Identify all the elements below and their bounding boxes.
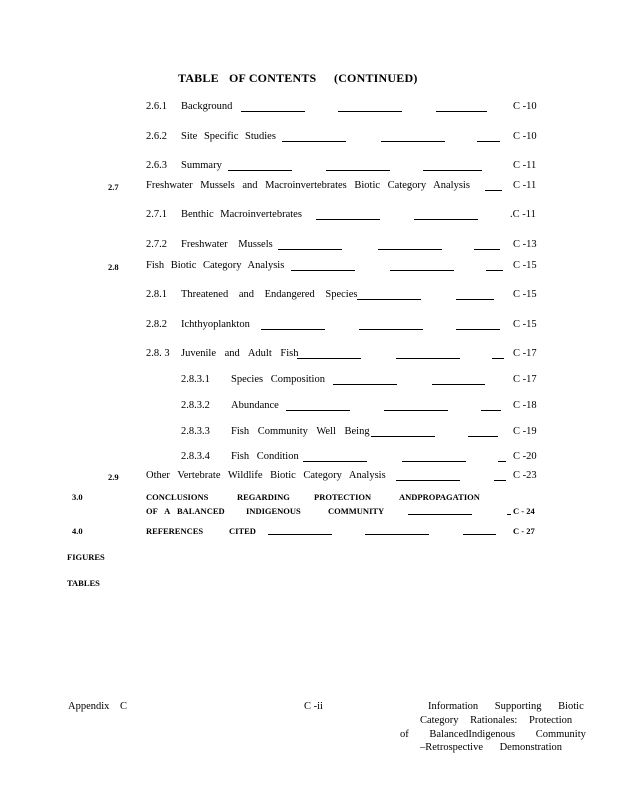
leader-line	[432, 384, 485, 385]
leader-line	[498, 461, 506, 462]
entry-label-word: ANDPROPAGATION	[399, 492, 480, 502]
entry-page: C -11	[513, 160, 537, 171]
entry-label: Other Vertebrate Wildlife Biotic Category Analysis	[146, 470, 386, 481]
toc-title-contents: OF CONTENTS	[229, 71, 317, 85]
entry-label-word: PROTECTION	[314, 492, 372, 502]
entry-label: Fish Biotic Category Analysis	[146, 260, 285, 271]
leader-line	[396, 358, 460, 359]
entry-label-line2: OF A BALANCED	[146, 506, 225, 516]
entry-page: C -10	[513, 101, 537, 112]
leader-line	[359, 329, 423, 330]
leader-line	[316, 219, 380, 220]
entry-label: Juvenile and Adult Fish	[181, 348, 299, 359]
entry-label: Abundance	[231, 400, 279, 411]
leader-line	[261, 329, 325, 330]
leader-line	[477, 141, 500, 142]
entry-number: 2.8.3.3	[181, 426, 210, 437]
leader-line	[303, 461, 367, 462]
leader-line	[396, 480, 460, 481]
entry-page: C -17	[513, 374, 537, 385]
entry-number: 2.7.2	[146, 239, 167, 250]
toc-title-continued: (CONTINUED)	[334, 71, 418, 85]
entry-label: Benthic Macroinvertebrates	[181, 209, 302, 220]
leader-line	[492, 358, 504, 359]
leader-line	[268, 534, 332, 535]
entry-number: 2.6.2	[146, 131, 167, 142]
leader-line	[468, 436, 498, 437]
footer-title-line1: Information Supporting Biotic	[428, 701, 584, 712]
toc-title-table: TABLE	[178, 71, 219, 85]
entry-label: Ichthyoplankton	[181, 319, 250, 330]
leader-line	[365, 534, 429, 535]
leader-line	[371, 436, 435, 437]
leader-line	[278, 249, 342, 250]
leader-line	[456, 299, 494, 300]
entry-number: 2.7.1	[146, 209, 167, 220]
leader-line	[357, 299, 421, 300]
leader-line	[507, 514, 511, 515]
entry-number: 2.8	[108, 262, 119, 272]
entry-number: 2.8.3.2	[181, 400, 210, 411]
footer-title-line2: Category Rationales: Protection	[420, 715, 573, 726]
entry-number: 2.8.3.1	[181, 374, 210, 385]
entry-page: C - 24	[513, 506, 535, 516]
entry-label-word: COMMUNITY	[328, 506, 385, 516]
section-figures[interactable]: FIGURES	[67, 552, 105, 562]
leader-line	[463, 534, 496, 535]
leader-line	[423, 170, 482, 171]
entry-label: Freshwater Mussels and Macroinvertebrates Biotic Category Analysis	[146, 180, 470, 191]
entry-page: C -17	[513, 348, 537, 359]
leader-line	[384, 410, 448, 411]
leader-line	[456, 329, 500, 330]
footer-page-number: C -ii	[304, 701, 323, 712]
leader-line	[436, 111, 487, 112]
entry-page: C -15	[513, 260, 537, 271]
leader-line	[390, 270, 454, 271]
leader-line	[228, 170, 292, 171]
footer-title-line4: –Retrospective Demonstration	[420, 742, 563, 753]
leader-line	[291, 270, 355, 271]
entry-number: 2.8.3.4	[181, 451, 210, 462]
leader-line	[286, 410, 350, 411]
entry-number: 2.8.2	[146, 319, 167, 330]
leader-line	[486, 270, 503, 271]
entry-number: 2.6.3	[146, 160, 167, 171]
entry-page: C -20	[513, 451, 537, 462]
entry-page: .C -11	[510, 209, 536, 220]
section-tables[interactable]: TABLES	[67, 578, 100, 588]
entry-label: Fish Community Well Being	[231, 426, 370, 437]
leader-line	[282, 141, 346, 142]
entry-number: 4.0	[72, 526, 83, 536]
entry-label: Threatened and Endangered Species	[181, 289, 358, 300]
entry-page: C -10	[513, 131, 537, 142]
leader-line	[485, 190, 502, 191]
leader-line	[378, 249, 442, 250]
leader-line	[241, 111, 305, 112]
entry-label: Summary	[181, 160, 222, 171]
entry-page: C -15	[513, 289, 537, 300]
leader-line	[402, 461, 466, 462]
entry-label: Species Composition	[231, 374, 325, 385]
leader-line	[333, 384, 397, 385]
entry-page: C - 27	[513, 526, 535, 536]
entry-number: 2.7	[108, 182, 119, 192]
footer-title-line3: of BalancedIndigenous Community	[400, 729, 586, 740]
leader-line	[326, 170, 390, 171]
entry-number: 3.0	[72, 492, 83, 502]
entry-number: 2.8.1	[146, 289, 167, 300]
entry-label-word: INDIGENOUS	[246, 506, 301, 516]
entry-label-word: REGARDING	[237, 492, 290, 502]
leader-line	[474, 249, 500, 250]
entry-page: C -15	[513, 319, 537, 330]
entry-page: C -11	[513, 180, 537, 191]
entry-page: C -18	[513, 400, 537, 411]
entry-label: Background	[181, 101, 233, 112]
leader-line	[338, 111, 402, 112]
entry-label-word: CONCLUSIONS	[146, 492, 209, 502]
entry-label: Fish Condition	[231, 451, 299, 462]
entry-label-word: CITED	[229, 526, 256, 536]
leader-line	[297, 358, 361, 359]
entry-label-word: REFERENCES	[146, 526, 204, 536]
entry-page: C -19	[513, 426, 537, 437]
leader-line	[408, 514, 472, 515]
leader-line	[414, 219, 478, 220]
footer-appendix: Appendix C	[68, 701, 128, 712]
entry-label: Freshwater Mussels	[181, 239, 273, 250]
entry-number: 2.9	[108, 472, 119, 482]
leader-line	[481, 410, 501, 411]
entry-page: C -23	[513, 470, 537, 481]
entry-label: Site Specific Studies	[181, 131, 276, 142]
entry-page: C -13	[513, 239, 537, 250]
leader-line	[494, 480, 506, 481]
entry-number: 2.6.1	[146, 101, 167, 112]
entry-number: 2.8. 3	[146, 348, 170, 359]
leader-line	[381, 141, 445, 142]
